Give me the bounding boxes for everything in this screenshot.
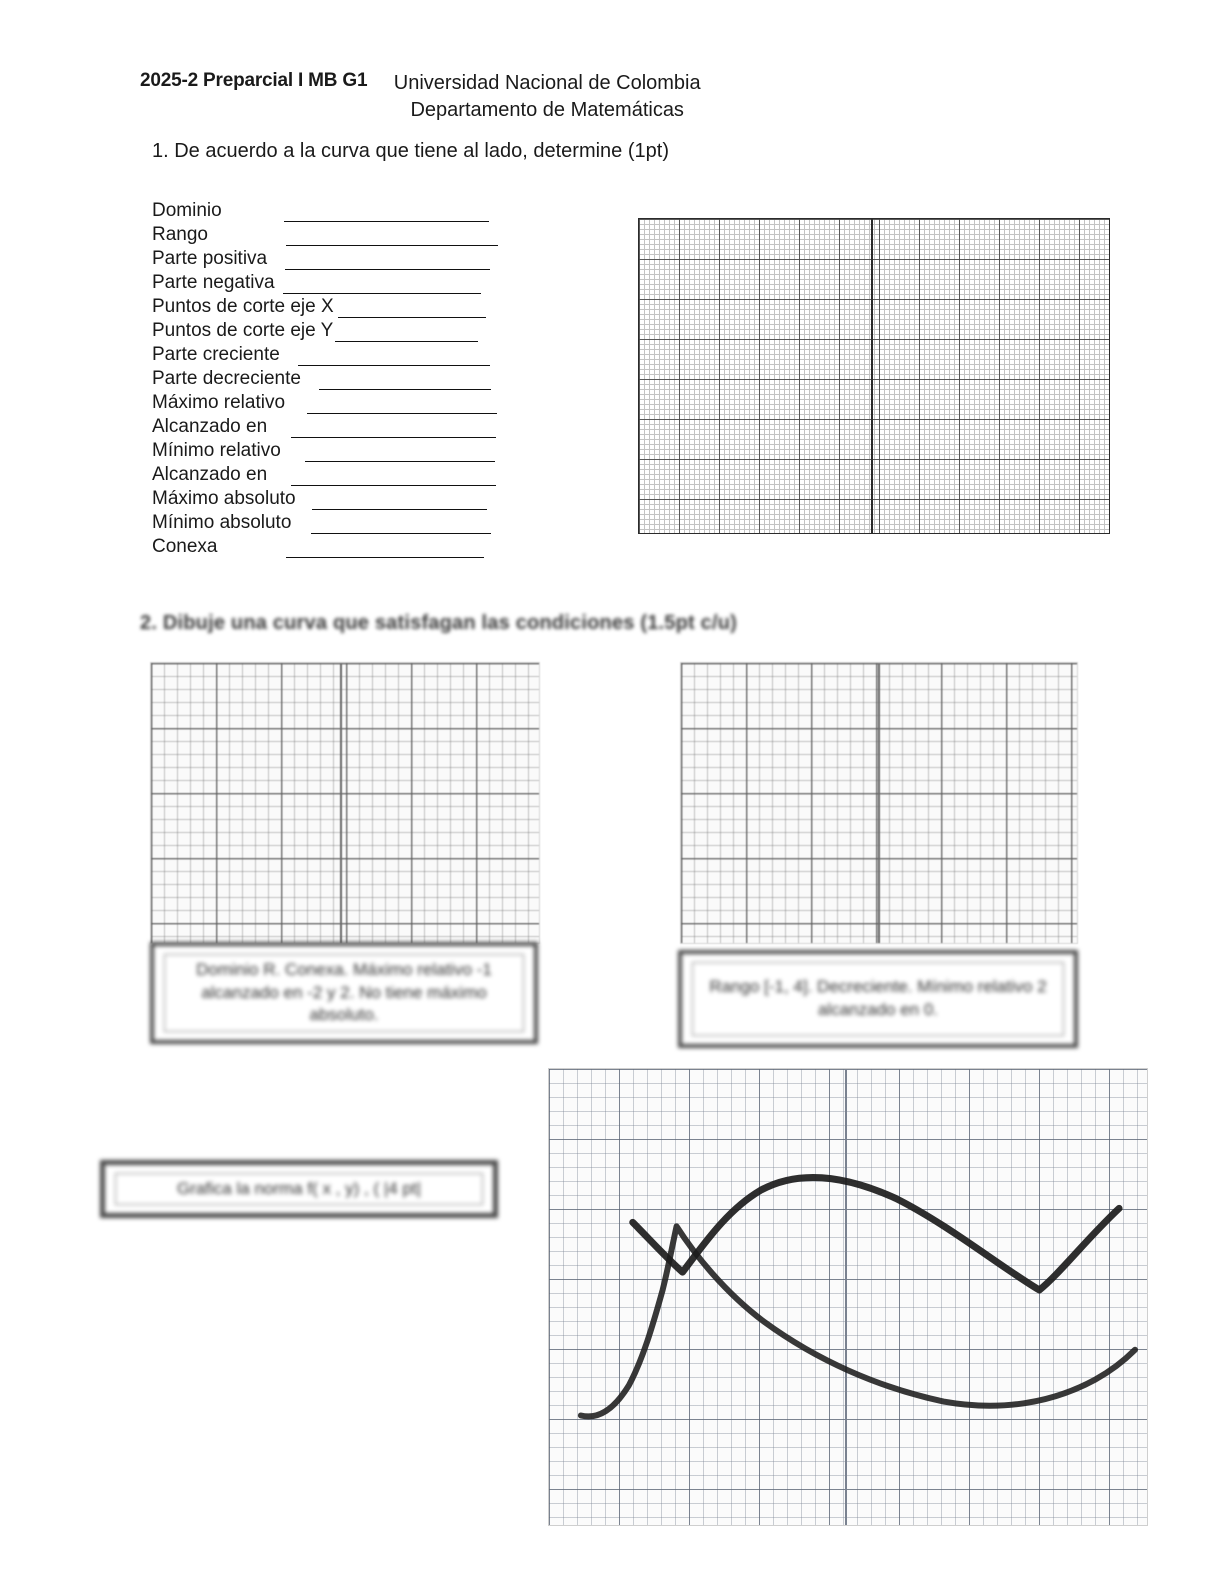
list-item <box>152 390 552 414</box>
list-item <box>152 198 552 222</box>
department-name: Departamento de Matemáticas <box>410 99 684 121</box>
question-1-statement: 1. De acuerdo a la curva que tiene al lado, determine (1pt) <box>152 140 669 162</box>
list-item <box>152 318 552 342</box>
list-item <box>152 246 552 270</box>
answer-blank[interactable] <box>285 254 490 270</box>
answer-blank[interactable] <box>286 230 498 246</box>
answer-blank[interactable] <box>312 494 487 510</box>
answer-blank[interactable] <box>291 470 496 486</box>
question-2-statement: 2. Dibuje una curva que satisfagan las condiciones (1.5pt c/u) <box>140 612 737 634</box>
graph-grid-a[interactable] <box>150 662 540 944</box>
prop-label: Parte positiva <box>152 248 268 269</box>
prop-label: Mínimo absoluto <box>152 512 292 533</box>
condition-box-b <box>678 950 1078 1048</box>
answer-blank[interactable] <box>307 398 497 414</box>
document-header <box>140 70 1100 124</box>
prop-label: Alcanzado en <box>152 464 268 485</box>
university-block <box>394 70 701 124</box>
graph-grid-question1[interactable] <box>638 218 1110 534</box>
prop-label: Parte decreciente <box>152 368 301 389</box>
list-item <box>152 510 552 534</box>
y-axis <box>871 219 873 533</box>
list-item <box>152 366 552 390</box>
prop-label: Alcanzado en <box>152 416 268 437</box>
condition-text-b: Rango [-1, 4]. Decreciente. Mínimo relativo 2 alcanzado en 0. <box>692 962 1064 1036</box>
answer-blank[interactable] <box>335 326 478 342</box>
prop-label: Parte negativa <box>152 272 275 293</box>
question-1-answer-list <box>152 198 552 558</box>
prop-label: Puntos de corte eje X <box>152 296 334 317</box>
prop-label: Máximo relativo <box>152 392 286 413</box>
answer-blank[interactable] <box>283 278 481 294</box>
prop-label: Parte creciente <box>152 344 280 365</box>
list-item <box>152 294 552 318</box>
y-axis <box>878 663 880 943</box>
list-item <box>152 342 552 366</box>
graph-grid-b[interactable] <box>680 662 1078 944</box>
prop-label: Dominio <box>152 200 222 221</box>
answer-blank[interactable] <box>286 542 484 558</box>
prop-label: Máximo absoluto <box>152 488 296 509</box>
condition-box-c <box>100 1160 498 1218</box>
prop-label: Rango <box>152 224 208 245</box>
list-item <box>152 270 552 294</box>
condition-text-a: Dominio R. Conexa. Máximo relativo -1 alcanzado en -2 y 2. No tiene máximo absoluto. <box>164 954 524 1032</box>
answer-blank[interactable] <box>338 302 486 318</box>
university-name: Universidad Nacional de Colombia <box>393 72 701 94</box>
answer-blank[interactable] <box>284 206 489 222</box>
graph-grid-with-curve[interactable] <box>548 1068 1148 1526</box>
answer-blank[interactable] <box>305 446 495 462</box>
hand-drawn-curves <box>549 1069 1147 1525</box>
answer-blank[interactable] <box>319 374 491 390</box>
grid-major-lines <box>151 663 539 943</box>
list-item <box>152 222 552 246</box>
answer-blank[interactable] <box>298 350 490 366</box>
answer-blank[interactable] <box>311 518 491 534</box>
condition-box-a <box>150 942 538 1044</box>
doc-code: 2025-2 Preparcial I MB G1 <box>140 70 368 91</box>
grid-major-lines <box>639 219 1109 533</box>
prop-label: Puntos de corte eje Y <box>152 320 334 341</box>
list-item <box>152 534 552 558</box>
prop-label: Mínimo relativo <box>152 440 281 461</box>
condition-text-c: Grafica la norma f( x , y) , ( |4 pt| <box>115 1173 483 1205</box>
list-item <box>152 438 552 462</box>
prop-label: Conexa <box>152 536 218 557</box>
y-axis <box>340 663 342 943</box>
list-item <box>152 486 552 510</box>
list-item <box>152 414 552 438</box>
list-item <box>152 462 552 486</box>
answer-blank[interactable] <box>291 422 496 438</box>
